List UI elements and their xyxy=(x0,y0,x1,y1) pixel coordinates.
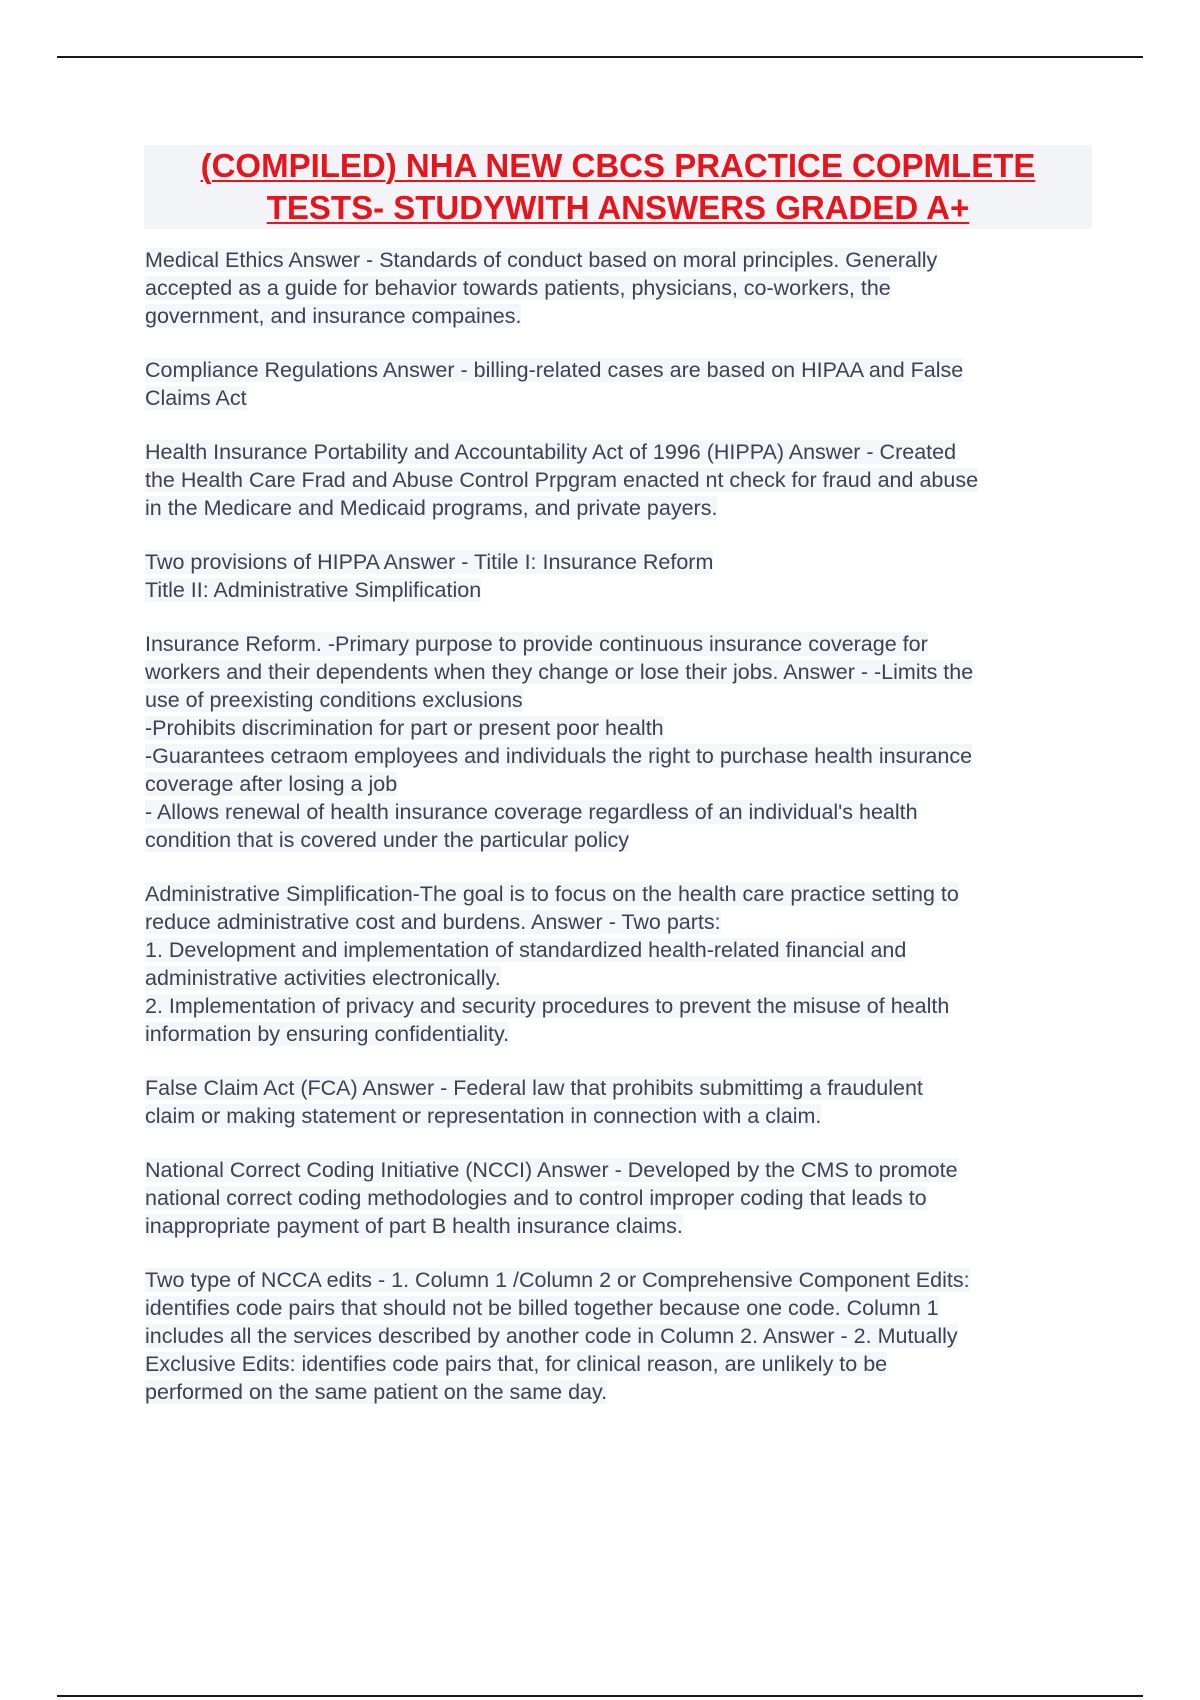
entry-line xyxy=(145,494,1095,522)
entry-line xyxy=(145,936,1095,964)
entry-line-text: information by ensuring confidentiality. xyxy=(145,1022,510,1046)
qa-entry xyxy=(145,356,1095,412)
entry-line-text: coverage after losing a job xyxy=(145,772,398,796)
entry-line-text: the Health Care Frad and Abuse Control Prpgram enacted nt check for fraud and abuse xyxy=(145,468,979,492)
entry-line xyxy=(145,576,1095,604)
entry-line-text: 1. Development and implementation of standardized health-related financial and xyxy=(145,938,907,962)
entry-line-text: National Correct Coding Initiative (NCCI) Answer - Developed by the CMS to promote xyxy=(145,1158,958,1182)
entry-line-text: Compliance Regulations Answer - billing-related cases are based on HIPAA and False xyxy=(145,358,964,382)
entry-line xyxy=(145,880,1095,908)
entry-line xyxy=(145,246,1095,274)
entry-line-text: in the Medicare and Medicaid programs, and private payers. xyxy=(145,496,718,520)
entry-line-text: accepted as a guide for behavior towards patients, physicians, co-workers, the xyxy=(145,276,891,300)
entry-line xyxy=(145,770,1095,798)
qa-entry xyxy=(145,246,1095,330)
entry-line-text: use of preexisting conditions exclusions xyxy=(145,688,523,712)
entry-line-text: - Allows renewal of health insurance coverage regardless of an individual's health xyxy=(145,800,918,824)
entry-line-text: -Guarantees cetraom employees and individuals the right to purchase health insurance xyxy=(145,744,973,768)
qa-entry xyxy=(145,548,1095,604)
entry-line xyxy=(145,466,1095,494)
entry-line xyxy=(145,742,1095,770)
entry-line xyxy=(145,686,1095,714)
entry-line xyxy=(145,1102,1095,1130)
entry-line xyxy=(145,1294,1095,1322)
entry-line-text: Exclusive Edits: identifies code pairs that, for clinical reason, are unlikely to be xyxy=(145,1352,888,1376)
entry-line xyxy=(145,1156,1095,1184)
entry-line-text: workers and their dependents when they change or lose their jobs. Answer - -Limits the xyxy=(145,660,974,684)
entry-line xyxy=(145,356,1095,384)
entry-line-text: claim or making statement or representation in connection with a claim. xyxy=(145,1104,822,1128)
entry-line-text: national correct coding methodologies and to control improper coding that leads to xyxy=(145,1186,927,1210)
entry-line-text: government, and insurance compaines. xyxy=(145,304,522,328)
entry-line-text: includes all the services described by another code in Column 2. Answer - 2. Mutually xyxy=(145,1324,958,1348)
entry-line-text: Insurance Reform. -Primary purpose to provide continuous insurance coverage for xyxy=(145,632,928,656)
entry-line xyxy=(145,384,1095,412)
entry-line-text: Two type of NCCA edits - 1. Column 1 /Column 2 or Comprehensive Component Edits: xyxy=(145,1268,970,1292)
entry-line-text: Claims Act xyxy=(145,386,247,410)
qa-entry xyxy=(145,880,1095,1048)
entry-line xyxy=(145,658,1095,686)
entry-line xyxy=(145,302,1095,330)
entry-line xyxy=(145,964,1095,992)
entry-line xyxy=(145,274,1095,302)
entry-line-text: administrative activities electronically. xyxy=(145,966,501,990)
title-line-1: (COMPILED) NHA NEW CBCS PRACTICE COPMLETE xyxy=(200,147,1036,184)
document-body xyxy=(145,246,1095,1432)
entry-line xyxy=(145,438,1095,466)
entry-line-text: Title II: Administrative Simplification xyxy=(145,578,482,602)
entry-line-text: condition that is covered under the particular policy xyxy=(145,828,630,852)
qa-entry xyxy=(145,438,1095,522)
entry-line xyxy=(145,1184,1095,1212)
entry-line xyxy=(145,908,1095,936)
entry-line-text: 2. Implementation of privacy and security procedures to prevent the misuse of health xyxy=(145,994,950,1018)
entry-line-text: Two provisions of HIPPA Answer - Titile I: Insurance Reform xyxy=(145,550,714,574)
top-rule xyxy=(57,56,1143,58)
entry-line-text: Administrative Simplification-The goal is to focus on the health care practice setting to xyxy=(145,882,959,906)
entry-line-text: False Claim Act (FCA) Answer - Federal law that prohibits submittimg a fraudulent xyxy=(145,1076,923,1100)
entry-line xyxy=(145,1350,1095,1378)
entry-line-text: performed on the same patient on the same day. xyxy=(145,1380,608,1404)
entry-line xyxy=(145,992,1095,1020)
entry-line xyxy=(145,798,1095,826)
qa-entry xyxy=(145,1074,1095,1130)
document-title xyxy=(144,145,1092,229)
entry-line xyxy=(145,714,1095,742)
entry-line-text: inappropriate payment of part B health insurance claims. xyxy=(145,1214,683,1238)
entry-line-text: Health Insurance Portability and Accountability Act of 1996 (HIPPA) Answer - Created xyxy=(145,440,957,464)
entry-line xyxy=(145,548,1095,576)
entry-line xyxy=(145,1020,1095,1048)
entry-line xyxy=(145,1212,1095,1240)
entry-line xyxy=(145,1322,1095,1350)
entry-line-text: reduce administrative cost and burdens. Answer - Two parts: xyxy=(145,910,721,934)
entry-line xyxy=(145,1378,1095,1406)
entry-line-text: identifies code pairs that should not be billed together because one code. Column 1 xyxy=(145,1296,939,1320)
title-line-2: TESTS- STUDYWITH ANSWERS GRADED A+ xyxy=(266,189,970,226)
qa-entry xyxy=(145,1156,1095,1240)
qa-entry xyxy=(145,630,1095,854)
bottom-rule xyxy=(57,1695,1143,1697)
entry-line xyxy=(145,826,1095,854)
entry-line xyxy=(145,1266,1095,1294)
qa-entry xyxy=(145,1266,1095,1406)
entry-line xyxy=(145,1074,1095,1102)
entry-line-text: Medical Ethics Answer - Standards of conduct based on moral principles. Generally xyxy=(145,248,938,272)
entry-line-text: -Prohibits discrimination for part or present poor health xyxy=(145,716,664,740)
entry-line xyxy=(145,630,1095,658)
